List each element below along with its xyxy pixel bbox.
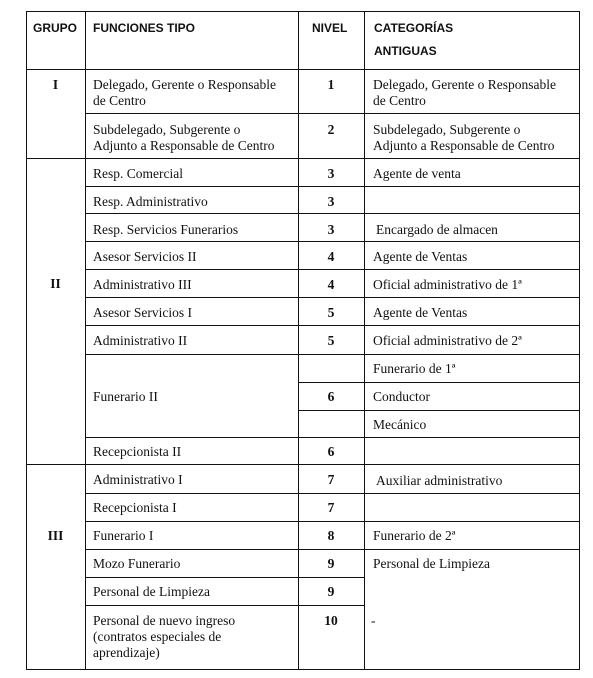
group-label-iii: III [47,528,64,543]
column-divider [85,11,86,670]
header-grupo: GRUPO [33,21,78,35]
function-cell: Mozo Funerario [93,556,181,571]
row-divider [299,382,580,383]
row-divider [86,493,580,494]
category-cell: Personal de Limpieza [373,556,490,571]
table-border-right [579,11,580,670]
level-cell: 3 [327,194,335,209]
column-divider [364,11,365,670]
header-categorias: CATEGORÍAS [374,21,454,35]
header-funciones-tipo: FUNCIONES TIPO [93,21,196,35]
category-cell: Agente de Ventas [373,305,468,320]
row-divider [86,269,580,270]
function-cell: Resp. Administrativo [93,194,208,209]
function-cell: Funerario I [93,528,154,543]
function-cell: Adjunto a Responsable de Centro [93,138,275,153]
group-divider [26,464,580,465]
row-divider [86,213,580,214]
row-divider [86,549,580,550]
level-cell: 3 [327,222,335,237]
function-cell: Personal de Limpieza [93,584,210,599]
level-cell: 5 [327,333,335,348]
category-cell: Oficial administrativo de 2ª [373,333,522,348]
level-cell: 8 [327,528,335,543]
category-cell: Delegado, Gerente o Responsable [373,77,556,92]
level-cell: 9 [327,584,335,599]
row-divider [86,241,580,242]
row-divider [299,410,580,411]
function-cell: Asesor Servicios II [93,249,197,264]
function-cell: aprendizaje) [93,645,160,660]
row-divider [86,186,580,187]
header-antiguas: ANTIGUAS [374,44,437,58]
category-cell: Agente de venta [373,166,461,181]
level-cell: 6 [327,389,335,404]
function-cell: Personal de nuevo ingreso [93,613,236,628]
table-border-left [26,11,27,670]
function-cell: Administrativo II [93,333,188,348]
level-cell: 5 [327,305,335,320]
category-cell: Encargado de almacen [376,222,498,237]
group-label-ii: II [50,276,61,291]
function-cell: Administrativo III [93,277,192,292]
row-divider [86,605,364,606]
table-border-bottom [26,669,580,670]
table-border-top [26,11,580,12]
function-cell: Recepcionista II [93,444,182,459]
category-cell: Agente de Ventas [373,249,468,264]
group-divider [26,158,580,159]
function-cell: Subdelegado, Subgerente o [93,122,241,137]
category-cell: Funerario de 1ª [373,361,456,376]
category-cell: Adjunto a Responsable de Centro [373,138,555,153]
category-cell: Auxiliar administrativo [376,473,503,488]
function-cell: Asesor Servicios I [93,305,192,320]
header-nivel: NIVEL [312,21,348,35]
category-cell: Oficial administrativo de 1ª [373,277,522,292]
function-cell: Funerario II [93,389,158,404]
level-cell: 4 [327,249,335,264]
function-cell: (contratos especiales de [93,629,222,644]
category-cell: Conductor [373,389,430,404]
function-cell: Delegado, Gerente o Responsable [93,77,276,92]
row-divider [86,325,580,326]
row-divider [86,354,580,355]
row-divider [86,521,580,522]
category-cell: de Centro [373,93,426,108]
row-divider [86,437,580,438]
category-cell: - [371,613,376,628]
category-cell: Mecánico [373,417,427,432]
level-cell: 7 [327,500,335,515]
function-cell: Resp. Servicios Funerarios [93,222,239,237]
level-cell: 3 [327,166,335,181]
group-label-i: I [52,77,59,92]
level-cell: 4 [327,277,335,292]
function-cell: Resp. Comercial [93,166,183,181]
level-cell: 1 [327,77,335,92]
level-cell: 7 [327,472,335,487]
function-cell: Administrativo I [93,472,183,487]
function-cell: de Centro [93,93,146,108]
row-divider [86,113,580,114]
category-cell: Funerario de 2ª [373,528,456,543]
function-cell: Recepcionista I [93,500,177,515]
header-divider [26,69,580,70]
row-divider [86,577,364,578]
level-cell: 6 [327,444,335,459]
level-cell: 9 [327,556,335,571]
row-divider [86,297,580,298]
level-cell: 2 [327,122,335,137]
level-cell: 10 [324,613,338,628]
category-cell: Subdelegado, Subgerente o [373,122,521,137]
